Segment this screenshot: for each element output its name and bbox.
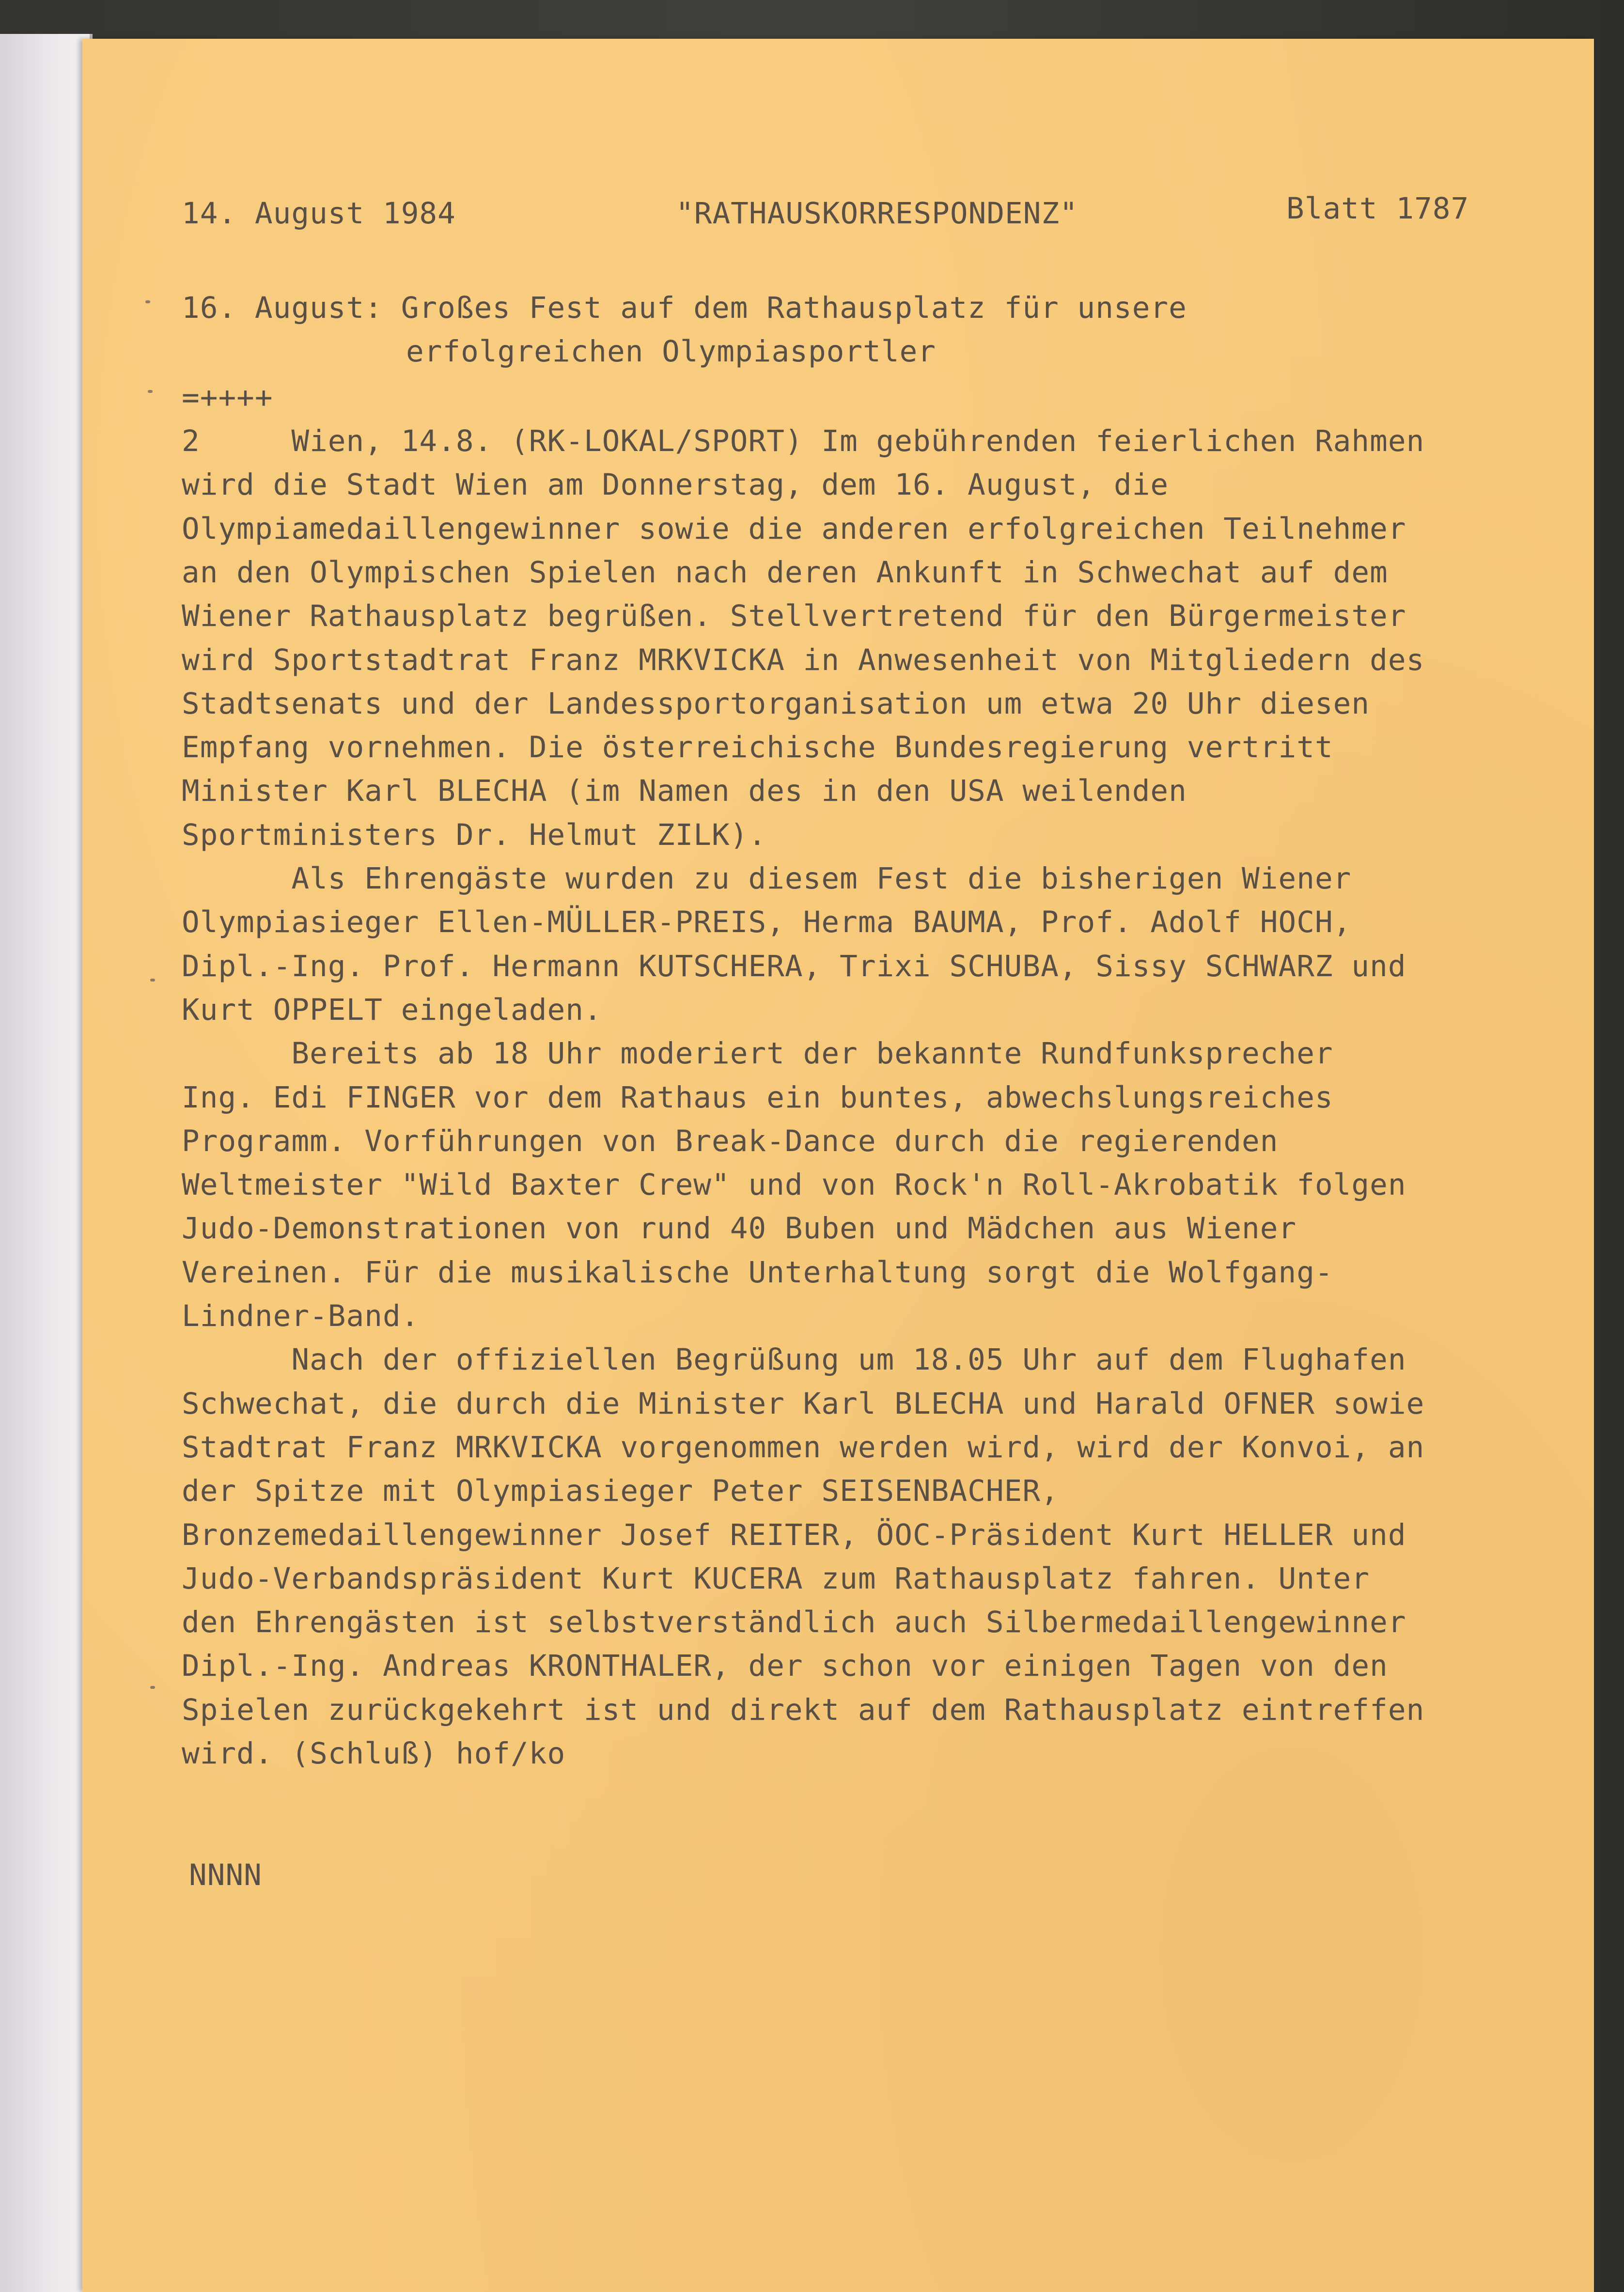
body-line: Lindner-Band. bbox=[182, 1299, 420, 1333]
body-line: Stadtrat Franz MRKVICKA vorgenommen werden wird, wird der Konvoi, an bbox=[182, 1430, 1425, 1465]
body-line: Minister Karl BLECHA (im Namen des in den USA weilenden bbox=[182, 774, 1187, 808]
body-line: wird Sportstadtrat Franz MRKVICKA in Anwesenheit von Mitgliedern des bbox=[182, 643, 1425, 677]
body-line: Stadtsenats und der Landessportorganisation um etwa 20 Uhr diesen bbox=[182, 686, 1370, 721]
header-sheet-number: Blatt 1787 bbox=[1286, 191, 1469, 226]
body-line: Olympiasieger Ellen-MÜLLER-PREIS, Herma BAUMA, Prof. Adolf HOCH, bbox=[182, 905, 1352, 939]
body-line: Weltmeister "Wild Baxter Crew" und von Rock'n Roll-Akrobatik folgen bbox=[182, 1168, 1406, 1202]
body-line: Spielen zurückgekehrt ist und direkt auf dem Rathausplatz eintreffen bbox=[182, 1693, 1425, 1727]
body-line: Judo-Demonstrationen von rund 40 Buben und Mädchen aus Wiener bbox=[182, 1211, 1297, 1246]
body-line: Kurt OPPELT eingeladen. bbox=[182, 993, 602, 1027]
body-line: Bronzemedaillengewinner Josef REITER, ÖOC-Präsident Kurt HELLER und bbox=[182, 1518, 1406, 1552]
body-line: Sportministers Dr. Helmut ZILK). bbox=[182, 818, 767, 852]
body-line: Schwechat, die durch die Minister Karl BLECHA und Harald OFNER sowie bbox=[182, 1387, 1425, 1421]
body-line: Dipl.-Ing. Andreas KRONTHALER, der schon vor einigen Tagen von den bbox=[182, 1649, 1388, 1683]
body-line: Ing. Edi FINGER vor dem Rathaus ein buntes, abwechslungsreiches bbox=[182, 1080, 1333, 1115]
body-line: Dipl.-Ing. Prof. Hermann KUTSCHERA, Trixi SCHUBA, Sissy SCHWARZ und bbox=[182, 949, 1406, 983]
body-line: Programm. Vorführungen von Break-Dance durch die regierenden bbox=[182, 1124, 1279, 1158]
body-line: Wiener Rathausplatz begrüßen. Stellvertretend für den Bürgermeister bbox=[182, 599, 1406, 633]
body-line: Judo-Verbandspräsident Kurt KUCERA zum Rathausplatz fahren. Unter bbox=[182, 1561, 1370, 1596]
header-date: 14. August 1984 bbox=[182, 196, 456, 231]
margin-mark bbox=[148, 390, 153, 393]
margin-mark bbox=[150, 979, 155, 982]
end-mark: NNNN bbox=[189, 1858, 262, 1892]
body-line: Vereinen. Für die musikalische Unterhaltung sorgt die Wolfgang- bbox=[182, 1255, 1333, 1290]
headline-line-1: 16. August: Großes Fest auf dem Rathausplatz für unsere bbox=[182, 291, 1187, 325]
header-publication: "RATHAUSKORRESPONDENZ" bbox=[676, 196, 1078, 231]
adjacent-page-edge bbox=[0, 34, 93, 2292]
margin-mark bbox=[150, 1686, 155, 1689]
document-page bbox=[82, 39, 1594, 2292]
body-line: Bereits ab 18 Uhr moderiert der bekannte Rundfunksprecher bbox=[182, 1036, 1333, 1071]
body-line: den Ehrengästen ist selbstverständlich auch Silbermedaillengewinner bbox=[182, 1605, 1406, 1639]
headline-separator: =++++ bbox=[182, 380, 273, 415]
body-line: wird. (Schluß) hof/ko bbox=[182, 1736, 566, 1771]
body-line: Nach der offiziellen Begrüßung um 18.05 Uhr auf dem Flughafen bbox=[182, 1342, 1406, 1377]
headline-line-2: erfolgreichen Olympiasportler bbox=[406, 334, 937, 369]
body-line: 2 Wien, 14.8. (RK-LOKAL/SPORT) Im gebührenden feierlichen Rahmen bbox=[182, 424, 1425, 458]
body-line: Olympiamedaillengewinner sowie die anderen erfolgreichen Teilnehmer bbox=[182, 512, 1406, 546]
body-line: Empfang vornehmen. Die österreichische Bundesregierung vertritt bbox=[182, 730, 1333, 764]
body-line: Als Ehrengäste wurden zu diesem Fest die bisherigen Wiener bbox=[182, 861, 1352, 896]
body-line: wird die Stadt Wien am Donnerstag, dem 16. August, die bbox=[182, 468, 1169, 502]
body-line: an den Olympischen Spielen nach deren Ankunft in Schwechat auf dem bbox=[182, 555, 1388, 590]
margin-mark bbox=[145, 300, 150, 303]
body-line: der Spitze mit Olympiasieger Peter SEISENBACHER, bbox=[182, 1474, 1059, 1508]
